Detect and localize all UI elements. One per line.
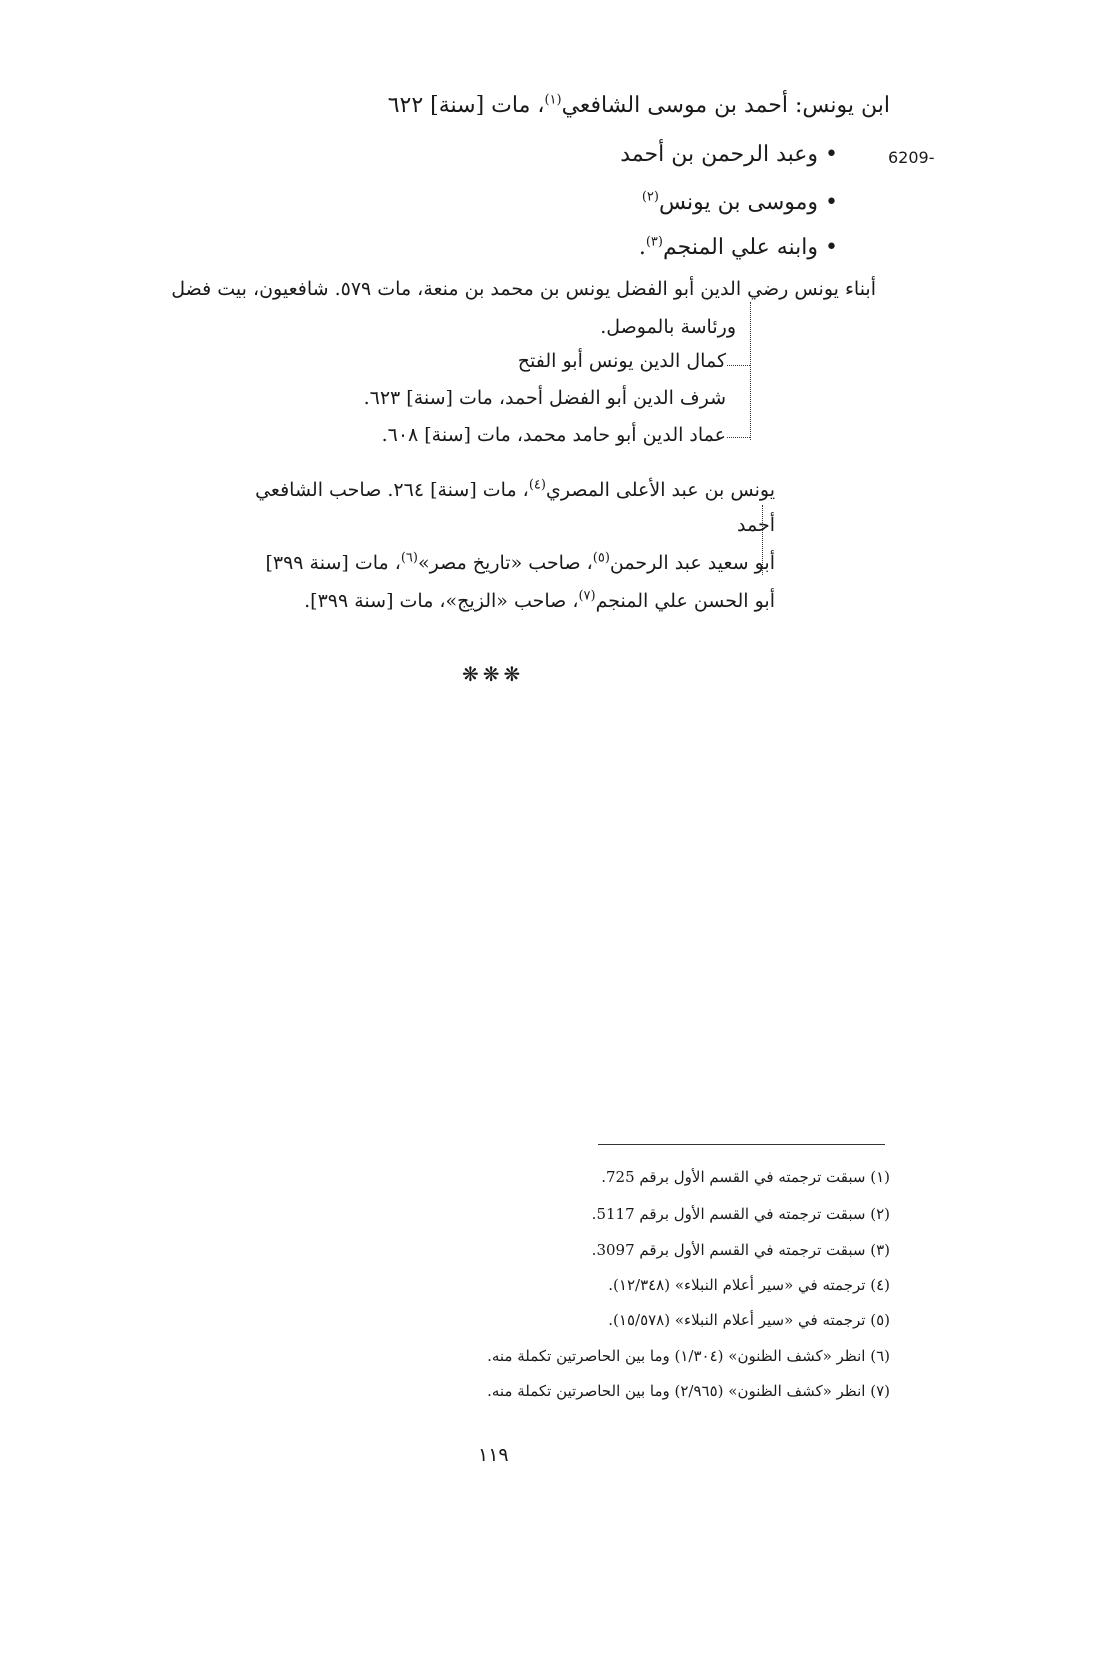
group2-line4: أبو الحسن علي المنجم$^{(٧)}$، صاحب «الزيج»، مات [سنة ٣٩٩]. bbox=[304, 588, 775, 612]
tree-branch bbox=[727, 365, 750, 366]
footnote-separator bbox=[598, 1144, 885, 1145]
footnote-ref-2[interactable]: (٢) bbox=[641, 189, 659, 205]
group1-child-1: كمال الدين يونس أبو الفتح bbox=[517, 350, 726, 372]
footnote-ref-7[interactable]: (٧) bbox=[578, 588, 596, 604]
footnote-1: (١) سبقت ترجمته في القسم الأول برقم 725. bbox=[601, 1168, 890, 1186]
group2-line3: أبو سعيد عبد الرحمن$^{(٥)}$، صاحب «تاريخ مصر»$^{(٦)}$، مات [سنة ٣٩٩] bbox=[265, 550, 775, 574]
footnote-ref-4[interactable]: (٤) bbox=[528, 477, 546, 493]
footnote-2: (٢) سبقت ترجمته في القسم الأول برقم 5117. bbox=[591, 1205, 890, 1223]
group1-child-3: عماد الدين أبو حامد محمد، مات [سنة] ٦٠٨. bbox=[381, 424, 726, 446]
footnote-4: (٤) ترجمته في «سير أعلام النبلاء» (١٢/٣٤٨). bbox=[608, 1276, 890, 1294]
footnote-ref-1[interactable]: (١) bbox=[544, 92, 562, 108]
entry-number: 6209- bbox=[888, 148, 935, 167]
group1-line2: ورئاسة بالموصل. bbox=[600, 316, 736, 338]
footnote-ref-3[interactable]: (٣) bbox=[645, 234, 663, 250]
bullet-item-1: • وعبد الرحمن بن أحمد bbox=[620, 142, 838, 167]
section-divider-ornament: ❋❋❋ bbox=[462, 662, 525, 686]
footnote-5: (٥) ترجمته في «سير أعلام النبلاء» (١٥/٥٧٨). bbox=[608, 1311, 890, 1329]
footnote-7: (٧) انظر «كشف الظنون» (٢/٩٦٥) وما بين الحاصرتين تكملة منه. bbox=[487, 1382, 890, 1400]
group1-line1: أبناء يونس رضي الدين أبو الفضل يونس بن محمد بن منعة، مات ٥٧٩. شافعيون، بيت فضل bbox=[171, 278, 876, 300]
page-number: ١١٩ bbox=[478, 1444, 509, 1466]
bullet-item-3: • وابنه علي المنجم$^{(٣)}$. bbox=[638, 234, 838, 260]
group1-child-2: شرف الدين أبو الفضل أحمد، مات [سنة] ٦٢٣. bbox=[363, 387, 726, 409]
heading-tail: ، مات [سنة] ٦٢٢ bbox=[387, 93, 545, 118]
group2-line2: أحمد bbox=[737, 514, 775, 536]
footnote-ref-5[interactable]: (٥) bbox=[592, 550, 610, 566]
footnote-3: (٣) سبقت ترجمته في القسم الأول برقم 3097. bbox=[591, 1241, 890, 1259]
footnote-6: (٦) انظر «كشف الظنون» (١/٣٠٤) وما بين الحاصرتين تكملة منه. bbox=[487, 1347, 890, 1365]
footnote-ref-6[interactable]: (٦) bbox=[400, 550, 418, 566]
tree-connector bbox=[750, 302, 751, 440]
bullet-item-2: • وموسى بن يونس$^{(٢)}$ bbox=[641, 189, 838, 215]
group2-line1: يونس بن عبد الأعلى المصري$^{(٤)}$، مات [سنة] ٢٦٤. صاحب الشافعي bbox=[255, 477, 775, 501]
heading-text: ابن يونس: أحمد بن موسى الشافعي bbox=[561, 93, 890, 118]
entry-heading bbox=[388, 93, 890, 118]
tree-branch bbox=[727, 437, 750, 438]
